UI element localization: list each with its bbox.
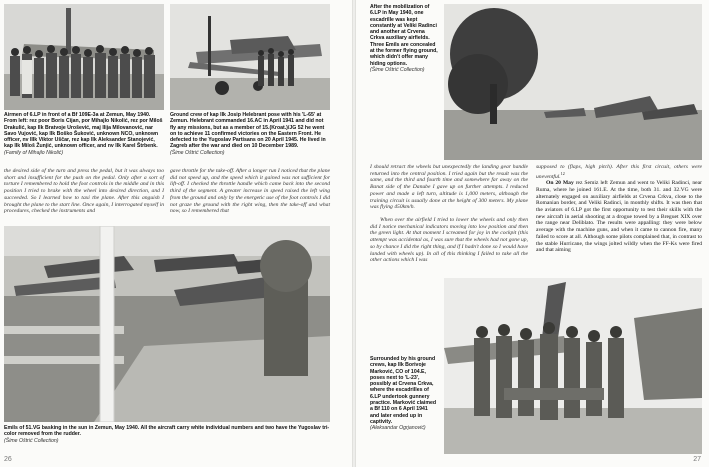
caption-text: Ground crew of kap IIk Josip Helebrant pose with his 'L-65' at Zemun. Helebrant commanded 16.AC in April 1941 and did not fly any missions, but as a member of 15.(Kroat.)/JG 52 he went on to achieve 11 confirmed victories on the Eastern Front. He defected to the Yugoslav Partisans on 20 April 1945. He lived in Zagreb after the war and died on 10 December 1989. bbox=[170, 112, 326, 150]
photo-credit: (Šime Oštrić Collection) bbox=[370, 66, 425, 73]
photo-ground-crew bbox=[170, 4, 330, 110]
italic-quote-end: supposed to (flaps, high pitch). After this first circuit, others were uneventful. bbox=[536, 164, 702, 180]
caption-text: Airmen of 6.LP in front of a Bf 109E-3a at Zemun, May 1940. From left: rez poor Boris Cijan, por Mihajlo Nikolić, rez por Miloš Drakulić, kap IIk Bratvoje Urošević, maj IIija Milovanović, nar Savo Vujović, kap IIk Boško Šuković, unknown NCO, unknown officer, nv IIIk Viktor Uščar, rez kap IIk Aleksander Stanojević, kap IIk Miloš Žunjić, unknown officer, and nv IIk Karel Štrbenk. bbox=[4, 112, 163, 150]
photo-credit: (Šime Oštrić Collection) bbox=[170, 149, 225, 156]
photo-credit: (Family of Mihajlo Nikolić) bbox=[4, 149, 64, 156]
photo-airmen-group bbox=[4, 4, 164, 110]
body-text-column: the desired side of the turn and press the pedal, but it was always too short and insufficient for the push on the pedal. Only after a sort of torture I remembered to hold the foot controls in the middle and in this position I tried to brake with the wheel into desired direction, and I succeeded. So I learned how to taxi the plane. After this anguish I brought the plane to the start line. Once again, I interrogated myself in procedures, checked the instruments and bbox=[4, 168, 164, 215]
photo-concealed-emils-caption bbox=[370, 4, 438, 73]
lead-in-date: On 20 May bbox=[546, 180, 574, 187]
photo-credit: (Šime Oštrić Collection) bbox=[4, 437, 59, 444]
photo-markovic-caption bbox=[370, 356, 438, 432]
footnote-marker: 12 bbox=[560, 170, 565, 176]
page-number-left: 26 bbox=[4, 456, 12, 463]
caption-text: After the mobilization of 6.LP in May 1940, one escadrille was kept constantly at Veliki Radinci and another at Crvena Crkva auxiliary airfields. Three Emils are concealed at the former flying ground, which didn't offer many hiding options. bbox=[370, 4, 438, 67]
right-page bbox=[356, 0, 709, 467]
page-number-right: 27 bbox=[693, 456, 701, 463]
body-text-column: When over the airfield I tried to lower the wheels and only then did I notice mechanical indicators moving into low position and then the green light. At that moment I screamed for joy in the cockpit (this attempt was accidental as, I was sure that the wheels had not gone up, so by chance I did the right thing, and if I hadn't done so I would have landed with wheels up). In all of this thinking I failed to take all the other actions which I was bbox=[370, 217, 528, 264]
paragraph-text: rez Semiz left Zemun and went to Veliki Radinci, near Ruma, where he joined 161.E. At the time, both 31. and 32.VG were alternately engaged on auxiliary airfields at Crvena Crkva, close to the Romanian border, and Veliki Radinci, in monthly shifts. It was then that the aviators of 6.LP got the first opportunity to test their skills with the new aircraft in aerial shooting at a drogue towed by a Breguet XIX over the range near Deliblato. The results were appalling: they were below average with the machine guns, and when it came to cannon fire, many failed to score at all. Although some pilots complained that, in contrast to the stable Hurricane, the wings jolted wildly when the FF-Ks were fired and that aiming bbox=[536, 180, 702, 254]
photo-credit: (Aleksandar Ogrjanović) bbox=[370, 425, 426, 432]
photo-airmen-caption bbox=[4, 112, 164, 156]
left-page bbox=[0, 0, 352, 467]
body-text-column-right bbox=[536, 164, 702, 254]
photo-concealed-emils bbox=[444, 4, 702, 160]
photo-emils-caption bbox=[4, 425, 330, 444]
caption-text: Emils of 51.VG basking in the sun in Zemun, May 1940. All the aircraft carry white individual numbers and two have the Yugoslav tri-color removed from the rudder. bbox=[4, 425, 330, 438]
caption-text: Surrounded by his ground crews, kap IIk Borivoje Marković, CO of 104.E, poses next to 'L-23', possibly at Crvena Crkva, where the escadrilles of 6.LP undertook gunnery practice. Marković claimed a Bf 110 on 6 April 1941 and later ended up in captivity. bbox=[370, 356, 437, 425]
body-text-column: I should retract the wheels but unexpectedly the landing gear handle returned into the central position. I tried again but the result was the same, and the third and fourth time and somewhere far away on the Banat side of the Danube I gave up on further attempts. I reduced power and made a left turn, altitude is 1,000 meters, although the training circuit is usually done at the height of 300 meters. My plane was flying 450km/h. bbox=[370, 164, 528, 211]
photo-emils-zemun bbox=[4, 226, 330, 422]
photo-ground-crew-caption bbox=[170, 112, 330, 156]
body-text-column: gave throttle for the take-off. After a longer run I noticed that the plane did not speed up, and the speed which it gained was not sufficient for lift-off. I checked the throttle handle which came back into the second third of the segment. A greater increase in speed raised the left wing from the ground and only by the energetic use of the foot controls I did not graze the ground with the right wing, then the take-off and what now, so I remembered that bbox=[170, 168, 330, 215]
photo-markovic-crew bbox=[444, 278, 702, 454]
